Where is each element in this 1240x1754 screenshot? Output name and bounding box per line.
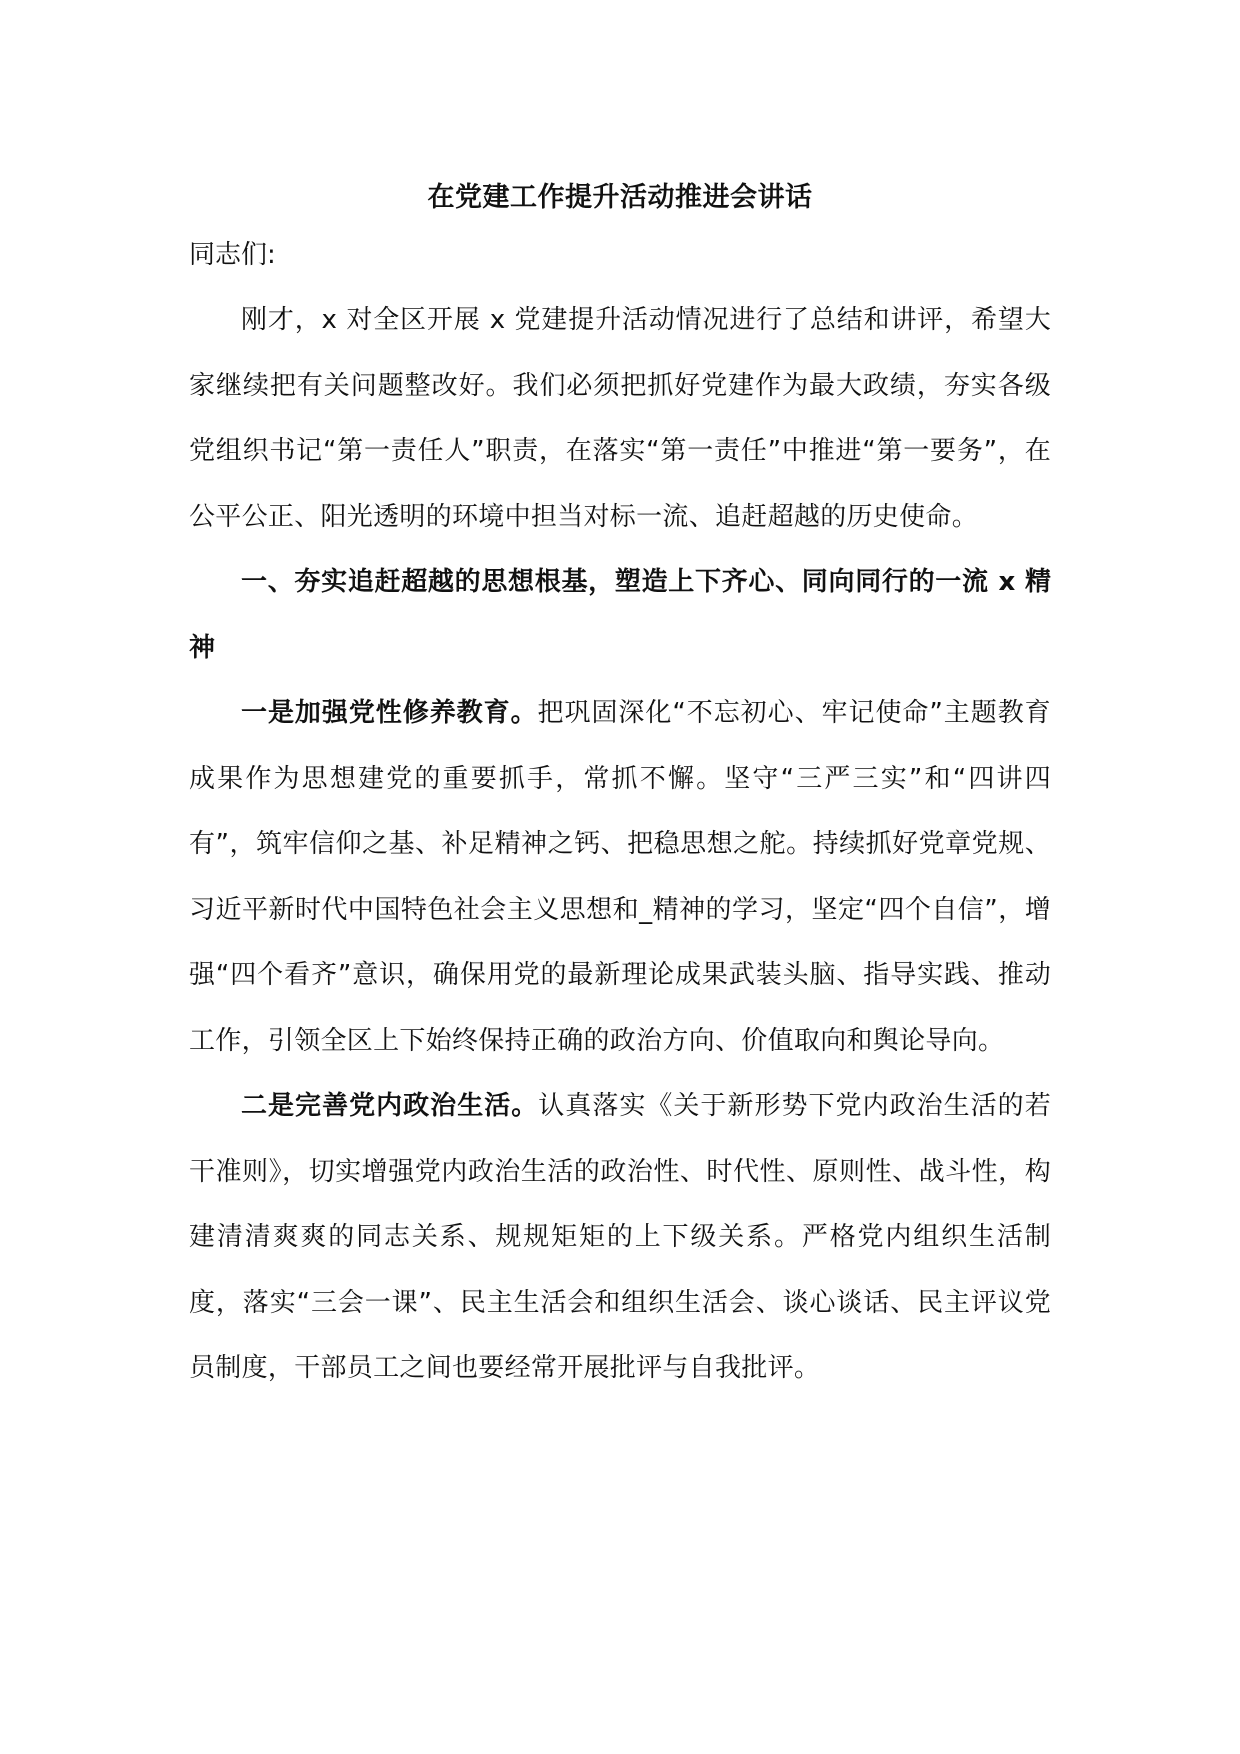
point-1-paragraph bbox=[189, 681, 1051, 1074]
point-2-paragraph bbox=[189, 1074, 1051, 1402]
intro-paragraph: 刚才，x 对全区开展 x 党建提升活动情况进行了总结和讲评，希望大家继续把有关问题整改好。我们必须把抓好党建作为最大政绩，夯实各级党组织书记“第一责任人”职责，在落实“第一责任”中推进“第一要务”，在公平公正、阳光透明的环境中担当对标一流、追赶超越的历史使命。 bbox=[189, 305, 1051, 532]
point-2-body: 认真落实《关于新形势下党内政治生活的若干准则》，切实增强党内政治生活的政治性、时代性、原则性、战斗性，构建清清爽爽的同志关系、规规矩矩的上下级关系。严格党内组织生活制度，落实“三会一课”、民主生活会和组织生活会、谈心谈话、民主评议党员制度，干部员工之间也要经常开展批评与自我批评。 bbox=[189, 1091, 1051, 1383]
point-2-lead: 二是完善党内政治生活。 bbox=[241, 1091, 539, 1121]
point-1-body: 把巩固深化“不忘初心、牢记使命”主题教育成果作为思想建党的重要抓手，常抓不懈。坚守“三严三实”和“四讲四有”，筑牢信仰之基、补足精神之钙、把稳思想之舵。持续抓好党章党规、习近平新时代中国特色社会主义思想和_精神的学习，坚定“四个自信”，增强“四个看齐”意识，确保用党的最新理论成果武装头脑、指导实践、推动工作，引领全区上下始终保持正确的政治方向、价值取向和舆论导向。 bbox=[189, 698, 1051, 1056]
document-title: 在党建工作提升活动推进会讲话 bbox=[427, 182, 813, 213]
point-1-lead: 一是加强党性修养教育。 bbox=[241, 698, 538, 728]
document-page bbox=[189, 178, 1051, 1402]
section-heading-1: 一、夯实追赶超越的思想根基，塑造上下齐心、同向同行的一流 x 精神 bbox=[189, 567, 1051, 663]
salutation: 同志们: bbox=[189, 240, 276, 270]
